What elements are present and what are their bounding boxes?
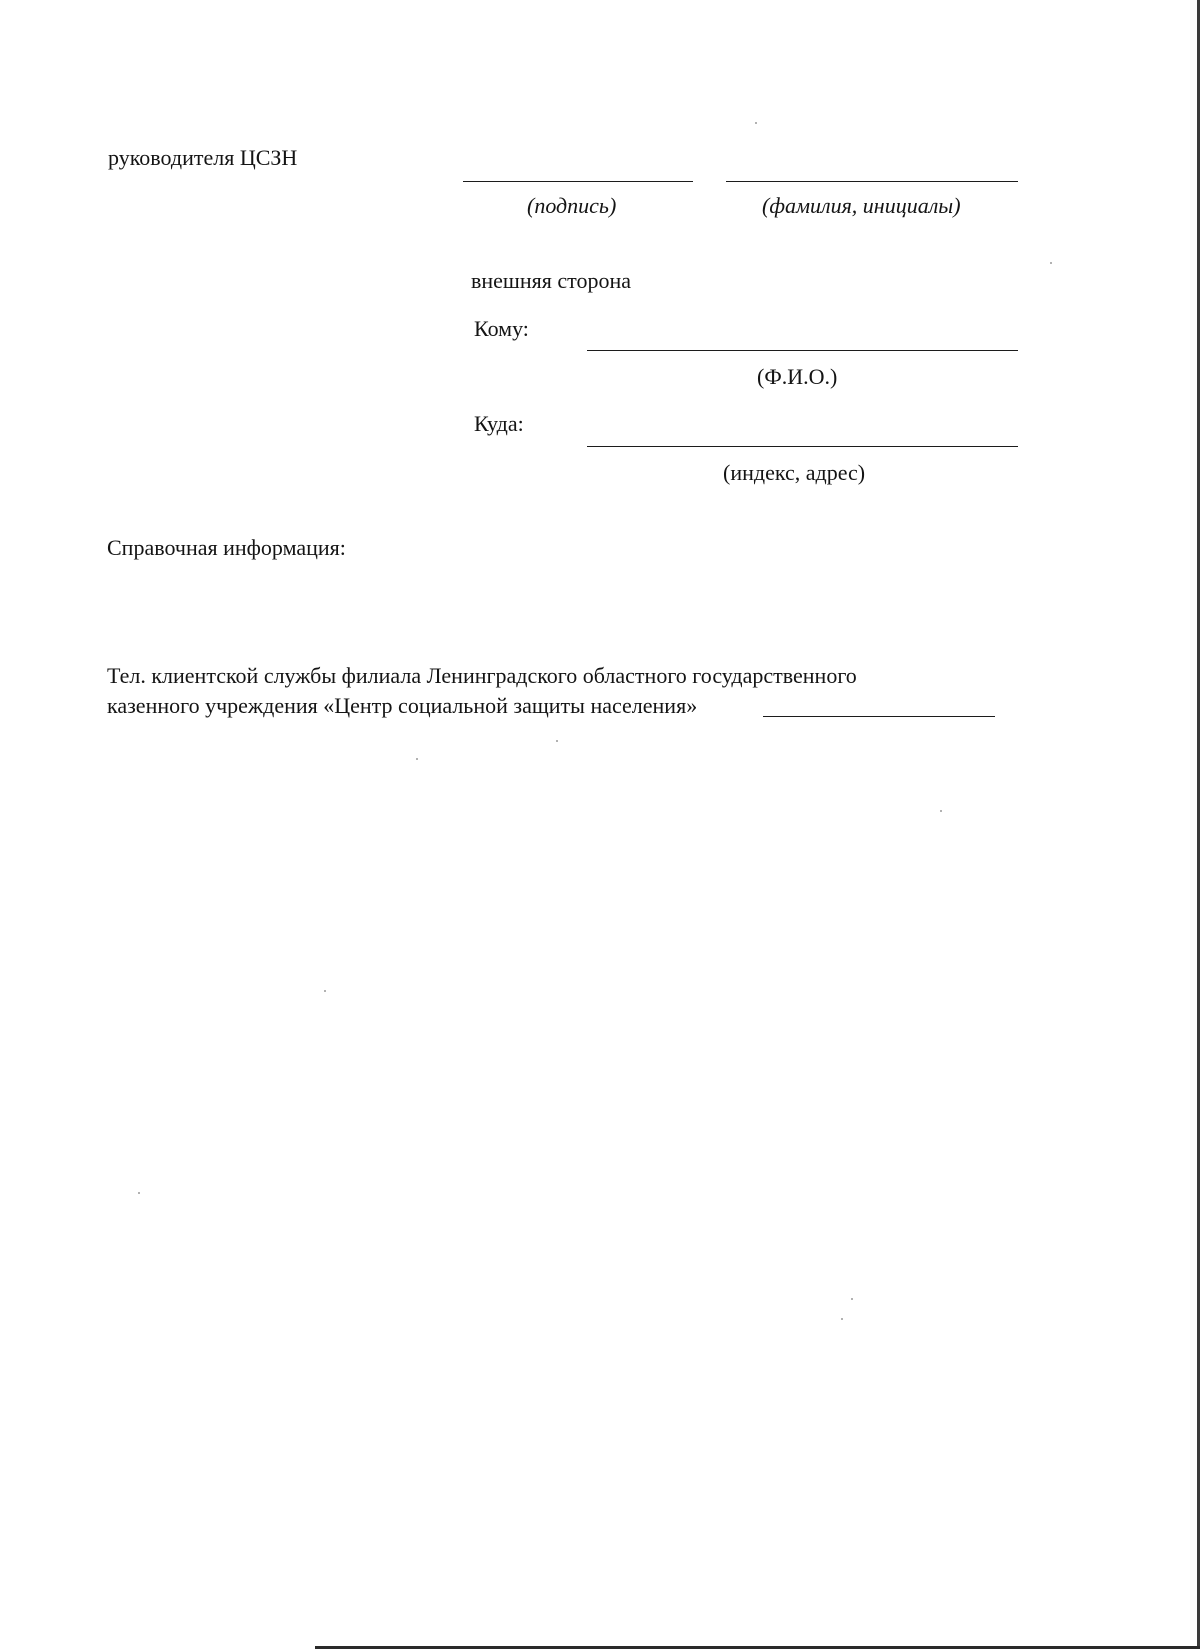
scan-speck bbox=[841, 1318, 843, 1320]
signature-line bbox=[463, 181, 693, 182]
signature-caption: (подпись) bbox=[527, 193, 617, 218]
to-label: Кому: bbox=[474, 316, 529, 341]
name-initials-line bbox=[726, 181, 1018, 182]
phone-number-line bbox=[763, 716, 995, 717]
to-caption: (Ф.И.О.) bbox=[757, 364, 838, 389]
scan-speck bbox=[940, 810, 942, 812]
reference-heading: Справочная информация: bbox=[107, 535, 346, 560]
phone-line-1: Тел. клиентской службы филиала Ленинградского областного государственного bbox=[107, 663, 857, 688]
scan-speck bbox=[324, 990, 326, 992]
scan-speck bbox=[1050, 262, 1052, 264]
outer-side-label: внешняя сторона bbox=[471, 268, 632, 293]
where-line bbox=[587, 446, 1018, 447]
where-label: Куда: bbox=[474, 411, 524, 436]
scan-speck bbox=[851, 1298, 853, 1300]
name-initials-caption: (фамилия, инициалы) bbox=[762, 193, 961, 218]
to-line bbox=[587, 350, 1018, 351]
scan-speck bbox=[416, 758, 418, 760]
position-label: руководителя ЦСЗН bbox=[108, 145, 298, 170]
scan-speck bbox=[138, 1192, 140, 1194]
phone-line-2: казенного учреждения «Центр социальной защиты населения» bbox=[107, 693, 698, 718]
scan-speck bbox=[556, 740, 558, 742]
scan-speck bbox=[755, 122, 757, 124]
where-caption: (индекс, адрес) bbox=[723, 460, 866, 485]
